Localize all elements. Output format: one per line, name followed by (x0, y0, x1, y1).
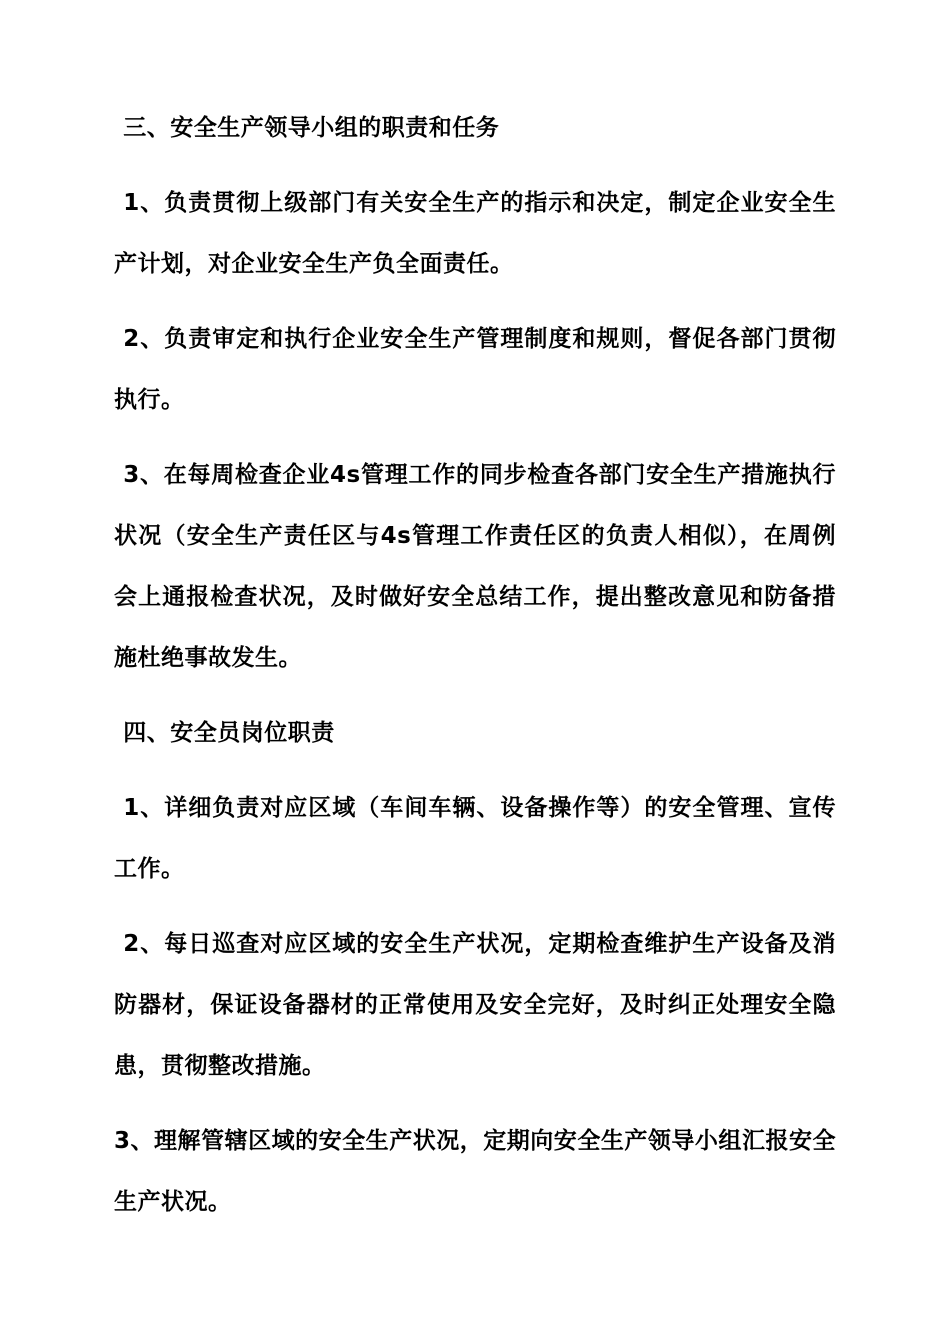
paragraph-leadership-duty-3: 3、在每周检查企业4s管理工作的同步检查各部门安全生产措施执行状况（安全生产责任区与4s管理工作责任区的负责人相似），在周例会上通报检查状况，及时做好安全总结工作，提出整改意见和防备措施杜绝事故发生。 (114, 462, 836, 671)
paragraph-officer-duty-1: 1、详细负责对应区域（车间车辆、设备操作等）的安全管理、宣传工作。 (114, 795, 836, 882)
paragraph-leadership-duty-1: 1、负责贯彻上级部门有关安全生产的指示和决定，制定企业安全生产计划，对企业安全生产负全面责任。 (114, 190, 836, 277)
document-body (114, 98, 836, 1247)
section-heading-leadership-group: 三、安全生产领导小组的职责和任务 (123, 115, 500, 141)
paragraph-officer-duty-3: 3、理解管辖区域的安全生产状况，定期向安全生产领导小组汇报安全生产状况。 (114, 1128, 836, 1215)
section-heading-safety-officer: 四、安全员岗位职责 (123, 720, 335, 746)
paragraph-officer-duty-2: 2、每日巡查对应区域的安全生产状况，定期检查维护生产设备及消防器材，保证设备器材的正常使用及安全完好，及时纠正处理安全隐患，贯彻整改措施。 (114, 931, 836, 1079)
paragraph-leadership-duty-2: 2、负责审定和执行企业安全生产管理制度和规则，督促各部门贯彻执行。 (114, 326, 836, 413)
